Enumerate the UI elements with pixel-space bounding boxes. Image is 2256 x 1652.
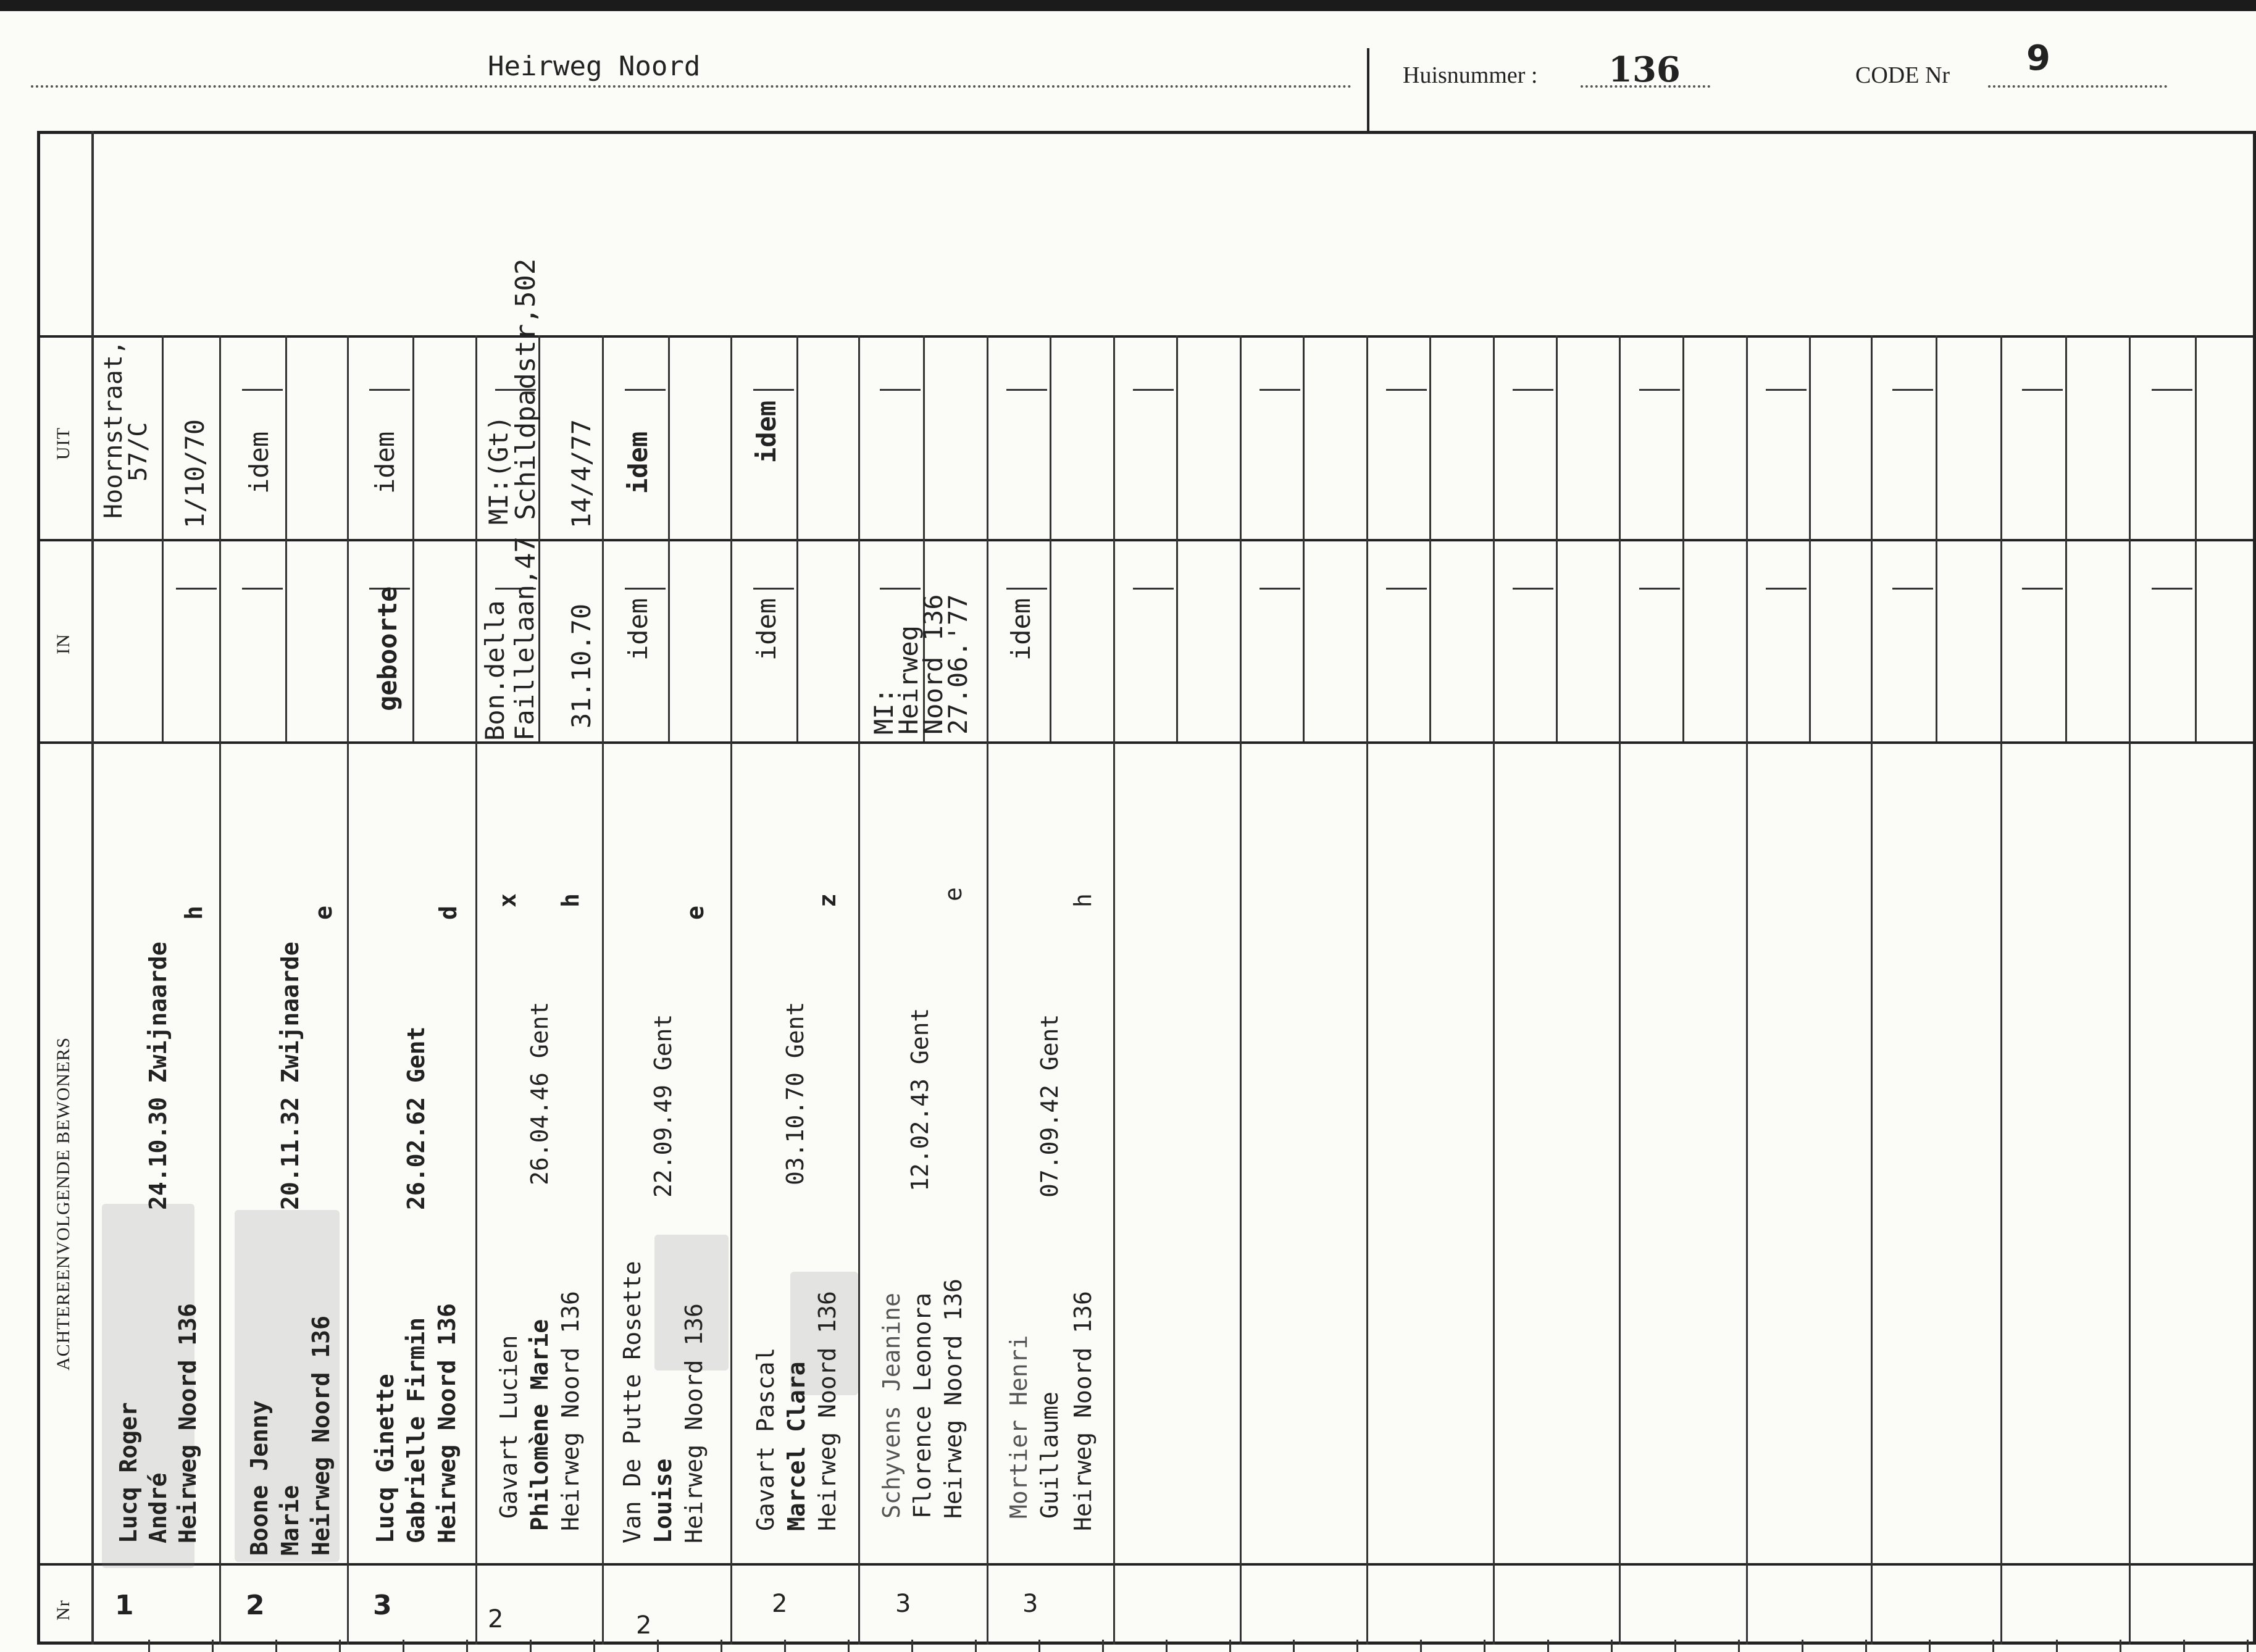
empty-cell-dash	[753, 588, 794, 590]
row-4-in-date: 31.10.70	[566, 603, 596, 728]
huisnummer-label: Huisnummer :	[1403, 62, 1538, 88]
row-7-address: Heirweg Noord 136	[940, 1279, 967, 1519]
row-4-in-street2: Faillelaan,	[509, 569, 540, 741]
column-divider	[858, 335, 860, 1645]
street-dotted-line	[31, 85, 1352, 88]
empty-cell-dash	[1513, 588, 1553, 590]
sub-column-divider-in	[1809, 539, 1811, 741]
row-5-nr: 2	[636, 1611, 652, 1640]
column-header-uit: UIT	[53, 427, 73, 460]
empty-cell-dash	[2152, 588, 2192, 590]
row-5-uit: idem	[623, 431, 653, 494]
column-divider	[1493, 335, 1495, 1645]
row-7-in-date: 27.06.'77	[943, 594, 973, 735]
bottom-tick	[2120, 1640, 2121, 1652]
row-6-code: z	[814, 893, 841, 907]
empty-cell-dash	[2152, 389, 2192, 391]
huisnummer-value: 136	[1608, 49, 1681, 90]
row-2-name2: Marie	[277, 1485, 304, 1556]
row-1-uit-number: 57/C	[124, 422, 152, 482]
sub-column-divider-in	[1682, 539, 1684, 741]
column-divider	[602, 335, 604, 1645]
row-4-uit-date: 14/4/77	[566, 419, 596, 528]
row-6-nr: 2	[772, 1590, 788, 1618]
empty-cell-dash	[1133, 389, 1174, 391]
street-name: Heirweg Noord	[488, 51, 701, 82]
sub-column-divider-uit	[2065, 335, 2067, 539]
sub-column-divider-uit	[412, 335, 414, 539]
column-divider	[2000, 335, 2002, 1645]
bottom-tick	[2247, 1640, 2249, 1652]
empty-cell-dash	[2022, 588, 2063, 590]
column-divider	[1746, 335, 1748, 1645]
row-6-in: idem	[751, 598, 782, 661]
sub-column-divider-uit	[1936, 335, 1937, 539]
empty-cell-dash	[753, 389, 794, 391]
sub-column-divider-uit	[2195, 335, 2197, 539]
row-1-nr: 1	[115, 1590, 134, 1621]
code-dotted-line	[1988, 85, 2167, 88]
row-3-code: d	[435, 906, 462, 920]
sub-column-divider-uit	[1050, 335, 1051, 539]
row-4-uit-mi: MI:(Gt)	[483, 415, 514, 525]
empty-cell-dash	[1260, 588, 1300, 590]
row-6-address: Heirweg Noord 136	[814, 1291, 841, 1531]
column-divider	[2129, 335, 2131, 1645]
empty-cell-dash	[1892, 389, 1933, 391]
row-1-code: h	[180, 906, 207, 920]
empty-cell-dash	[625, 389, 666, 391]
row-4-uit-street: 47 Schildpadstr,502	[510, 258, 541, 569]
row-line-uit-top	[37, 335, 2256, 338]
row-5-date-place: 22.09.49 Gent	[650, 1014, 677, 1198]
row-5-address: Heirweg Noord 136	[680, 1303, 708, 1543]
empty-cell-dash	[369, 389, 410, 391]
bottom-tick	[1802, 1640, 1803, 1652]
empty-cell-dash	[880, 588, 921, 590]
sub-column-divider-in	[1303, 539, 1305, 741]
sub-column-divider-in	[1429, 539, 1431, 741]
empty-cell-dash	[1006, 588, 1047, 590]
row-8-address: Heirweg Noord 136	[1069, 1291, 1097, 1531]
sub-column-divider-uit	[1176, 335, 1178, 539]
empty-cell-dash	[1639, 389, 1680, 391]
code-value: 9	[2026, 38, 2050, 78]
bottom-tick	[466, 1640, 468, 1652]
empty-cell-dash	[1766, 588, 1807, 590]
sub-column-divider-in	[2065, 539, 2067, 741]
column-divider	[1871, 335, 1873, 1645]
row-1-address: Heirweg Noord 136	[174, 1303, 201, 1543]
row-line-bewoners-top	[37, 741, 2256, 744]
bottom-tick	[911, 1640, 913, 1652]
empty-cell-dash	[2022, 389, 2063, 391]
sub-column-divider-uit	[285, 335, 287, 539]
row-8-code: h	[1069, 893, 1097, 907]
row-5-in: idem	[623, 598, 653, 661]
row-4-code: h	[557, 893, 584, 907]
code-label: CODE Nr	[1855, 62, 1950, 88]
row-2-name: Boone Jenny	[246, 1400, 273, 1556]
sub-column-divider-in	[162, 539, 164, 741]
row-7-nr: 3	[895, 1590, 911, 1618]
empty-cell-dash	[242, 389, 283, 391]
empty-cell-dash	[1766, 389, 1807, 391]
sub-column-divider-uit	[1429, 335, 1431, 539]
sub-column-divider-in	[1936, 539, 1937, 741]
bottom-tick	[1484, 1640, 1485, 1652]
row-3-in: geboorte	[372, 586, 403, 711]
top-scan-edge	[0, 0, 2256, 11]
column-divider	[730, 335, 732, 1645]
bottom-tick	[1038, 1640, 1040, 1652]
sub-column-divider-uit	[1682, 335, 1684, 539]
sub-column-divider-in	[1050, 539, 1051, 741]
row-4-nr: 2	[488, 1605, 504, 1633]
row-7-date-place: 12.02.43 Gent	[906, 1007, 934, 1191]
row-3-nr: 3	[373, 1590, 392, 1621]
row-4-name2: Philomène Marie	[526, 1319, 553, 1531]
row-3-date-place: 26.02.62 Gent	[403, 1026, 430, 1210]
bottom-tick	[1738, 1640, 1740, 1652]
row-5-name2: Louise	[650, 1458, 677, 1543]
empty-cell-dash	[880, 389, 921, 391]
column-divider	[987, 335, 988, 1645]
sub-column-divider-uit	[668, 335, 670, 539]
column-header-bewoners: ACHTEREENVOLGENDE BEWONERS	[53, 1037, 73, 1370]
sub-column-divider-uit	[1556, 335, 1558, 539]
empty-cell-dash	[1260, 389, 1300, 391]
bottom-tick	[148, 1640, 150, 1652]
empty-cell-dash	[176, 588, 217, 590]
bottom-tick	[1611, 1640, 1613, 1652]
bottom-tick	[1166, 1640, 1168, 1652]
column-divider	[1113, 335, 1115, 1645]
bottom-tick	[1102, 1640, 1104, 1652]
bottom-tick	[721, 1640, 722, 1652]
empty-cell-dash	[1639, 588, 1680, 590]
row-3-uit: idem	[370, 431, 400, 494]
row-8-in: idem	[1006, 598, 1036, 661]
bottom-tick	[1992, 1640, 1994, 1652]
empty-cell-dash	[242, 588, 283, 590]
row-4-in-street: Bon.della	[480, 600, 510, 741]
row-4-date-place: 26.04.46 Gent	[526, 1001, 553, 1185]
row-1-name2: André	[144, 1472, 172, 1543]
bottom-tick	[1293, 1640, 1295, 1652]
row-6-uit: idem	[751, 400, 782, 463]
sub-column-divider-uit	[1809, 335, 1811, 539]
bottom-tick	[530, 1640, 532, 1652]
column-header-nr: Nr	[53, 1600, 73, 1621]
row-1-uit-date: 1/10/70	[180, 419, 210, 528]
row-7-code: e	[940, 887, 967, 901]
row-2-nr: 2	[246, 1590, 265, 1621]
row-8-nr: 3	[1022, 1590, 1038, 1618]
row-7-in-number: Noord 136	[918, 594, 948, 735]
row-7-in-street: Heirweg	[893, 625, 924, 735]
row-2-uit: idem	[244, 431, 274, 494]
column-divider	[1619, 335, 1621, 1645]
empty-cell-dash	[1892, 588, 1933, 590]
bottom-tick	[784, 1640, 786, 1652]
row-line-nr-top	[37, 1563, 2256, 1566]
row-1-date-place: 24.10.30 Zwijnaarde	[144, 941, 172, 1210]
bottom-tick	[975, 1640, 977, 1652]
header-separator	[1367, 48, 1369, 131]
row-6-name2: Marcel Clara	[783, 1361, 810, 1531]
row-2-address: Heirweg Noord 136	[307, 1316, 335, 1556]
bottom-tick	[657, 1640, 659, 1652]
column-divider	[475, 335, 477, 1645]
bottom-tick	[1929, 1640, 1931, 1652]
row-7-name: Schyvens Jeanine	[878, 1292, 905, 1519]
row-8-name: Mortier Henri	[1005, 1335, 1032, 1519]
row-7-name2: Florence Leonora	[909, 1292, 936, 1519]
bottom-tick	[275, 1640, 277, 1652]
empty-cell-dash	[1133, 588, 1174, 590]
row-2-code: e	[310, 906, 337, 920]
column-header-in: IN	[53, 633, 73, 654]
row-2-date-place: 20.11.32 Zwijnaarde	[277, 941, 304, 1210]
row-4-address: Heirweg Noord 136	[557, 1291, 584, 1531]
sub-column-divider-in	[2195, 539, 2197, 741]
row-8-date-place: 07.09.42 Gent	[1036, 1014, 1063, 1198]
empty-cell-dash	[1386, 588, 1427, 590]
bottom-tick	[848, 1640, 850, 1652]
bottom-tick	[2056, 1640, 2058, 1652]
column-divider	[219, 335, 221, 1645]
row-3-name: Lucq Ginette	[372, 1374, 399, 1543]
column-divider	[1366, 335, 1368, 1645]
sub-column-divider-in	[796, 539, 798, 741]
row-7-in-mi: MI:	[869, 688, 899, 735]
bottom-tick	[1547, 1640, 1549, 1652]
bottom-tick	[2183, 1640, 2185, 1652]
sub-column-divider-in	[412, 539, 414, 741]
bottom-tick	[339, 1640, 341, 1652]
row-5-code: e	[682, 906, 709, 920]
sub-column-divider-uit	[923, 335, 925, 539]
header-column-divider	[91, 131, 94, 1645]
row-3-address: Heirweg Noord 136	[433, 1303, 461, 1543]
empty-cell-dash	[1386, 389, 1427, 391]
bottom-tick	[403, 1640, 404, 1652]
bottom-tick	[1674, 1640, 1676, 1652]
row-4-code-x: x	[494, 893, 521, 907]
column-divider	[347, 335, 349, 1645]
row-6-name: Gavart Pascal	[752, 1347, 779, 1531]
row-1-uit-street: Hoornstraat,	[99, 340, 128, 519]
bottom-tick	[1229, 1640, 1231, 1652]
empty-cell-dash	[1006, 389, 1047, 391]
row-6-date-place: 03.10.70 Gent	[782, 1001, 809, 1185]
sub-column-divider-in	[1176, 539, 1178, 741]
sub-column-divider-in	[1556, 539, 1558, 741]
sub-column-divider-uit	[1303, 335, 1305, 539]
sub-column-divider-in	[285, 539, 287, 741]
row-3-name2: Gabrielle Firmin	[403, 1317, 430, 1543]
column-divider	[1240, 335, 1242, 1645]
empty-cell-dash	[625, 588, 666, 590]
sub-column-divider-uit	[162, 335, 164, 539]
bottom-tick	[1356, 1640, 1358, 1652]
row-8-name2: Guillaume	[1036, 1391, 1063, 1519]
bottom-tick	[1865, 1640, 1867, 1652]
row-4-name: Gavart Lucien	[495, 1335, 522, 1519]
row-1-name: Lucq Roger	[115, 1402, 142, 1543]
bottom-tick	[1420, 1640, 1422, 1652]
bottom-tick	[212, 1640, 214, 1652]
bottom-tick	[593, 1640, 595, 1652]
sub-column-divider-in	[668, 539, 670, 741]
row-line-in-top	[37, 539, 2256, 541]
row-5-name: Van De Putte Rosette	[619, 1261, 646, 1543]
empty-cell-dash	[1513, 389, 1553, 391]
sub-column-divider-uit	[796, 335, 798, 539]
